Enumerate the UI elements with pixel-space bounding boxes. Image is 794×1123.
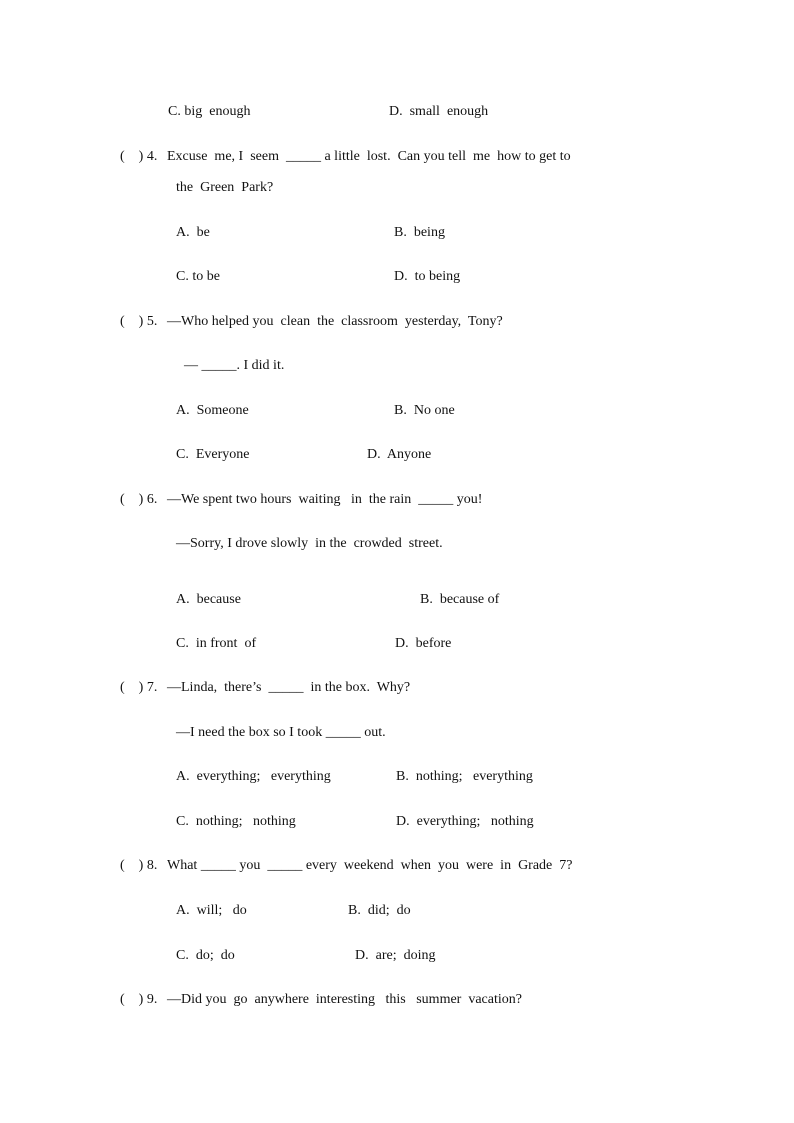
q7-dialogue-answer: —I need the box so I took _____ out. xyxy=(176,725,386,740)
q3-option-c: C. big enough xyxy=(168,104,251,119)
q6-option-c: C. in front of xyxy=(176,636,257,651)
q9-stem: —Did you go anywhere interesting this summer vacation? xyxy=(167,992,522,1007)
q5-option-d: D. Anyone xyxy=(367,447,432,462)
q6-option-d: D. before xyxy=(395,636,452,651)
q7-option-d: D. everything; nothing xyxy=(396,814,534,829)
q4-stem: Excuse me, I seem _____ a little lost. Can you tell me how to get to xyxy=(167,149,571,164)
q4-option-d: D. to being xyxy=(394,269,461,284)
q5-stem: —Who helped you clean the classroom yesterday, Tony? xyxy=(167,314,503,329)
q8-option-c: C. do; do xyxy=(176,948,235,963)
q5-option-a: A. Someone xyxy=(176,403,249,418)
q6-answer-blank: ( ) 6. xyxy=(120,492,158,507)
q6-option-b: B. because of xyxy=(420,592,500,607)
q5-option-c: C. Everyone xyxy=(176,447,250,462)
q7-answer-blank: ( ) 7. xyxy=(120,680,158,695)
q4-option-b: B. being xyxy=(394,225,445,240)
q6-option-a: A. because xyxy=(176,592,241,607)
q4-stem-continued: the Green Park? xyxy=(176,180,274,195)
q8-option-d: D. are; doing xyxy=(355,948,436,963)
q9-answer-blank: ( ) 9. xyxy=(120,992,158,1007)
q6-stem: —We spent two hours waiting in the rain _____ you! xyxy=(167,492,483,507)
q5-answer-blank: ( ) 5. xyxy=(120,314,158,329)
q3-option-d: D. small enough xyxy=(389,104,489,119)
q8-option-a: A. will; do xyxy=(176,903,247,918)
q5-option-b: B. No one xyxy=(394,403,455,418)
q8-stem: What _____ you _____ every weekend when you were in Grade 7? xyxy=(167,858,573,873)
q4-option-a: A. be xyxy=(176,225,210,240)
q4-answer-blank: ( ) 4. xyxy=(120,149,158,164)
q5-dialogue-answer: — _____. I did it. xyxy=(184,358,285,373)
q8-option-b: B. did; do xyxy=(348,903,411,918)
q7-stem: —Linda, there’s _____ in the box. Why? xyxy=(167,680,411,695)
q6-dialogue-answer: —Sorry, I drove slowly in the crowded street. xyxy=(176,536,443,551)
q8-answer-blank: ( ) 8. xyxy=(120,858,158,873)
q7-option-b: B. nothing; everything xyxy=(396,769,533,784)
q7-option-c: C. nothing; nothing xyxy=(176,814,296,829)
q4-option-c: C. to be xyxy=(176,269,220,284)
q7-option-a: A. everything; everything xyxy=(176,769,331,784)
